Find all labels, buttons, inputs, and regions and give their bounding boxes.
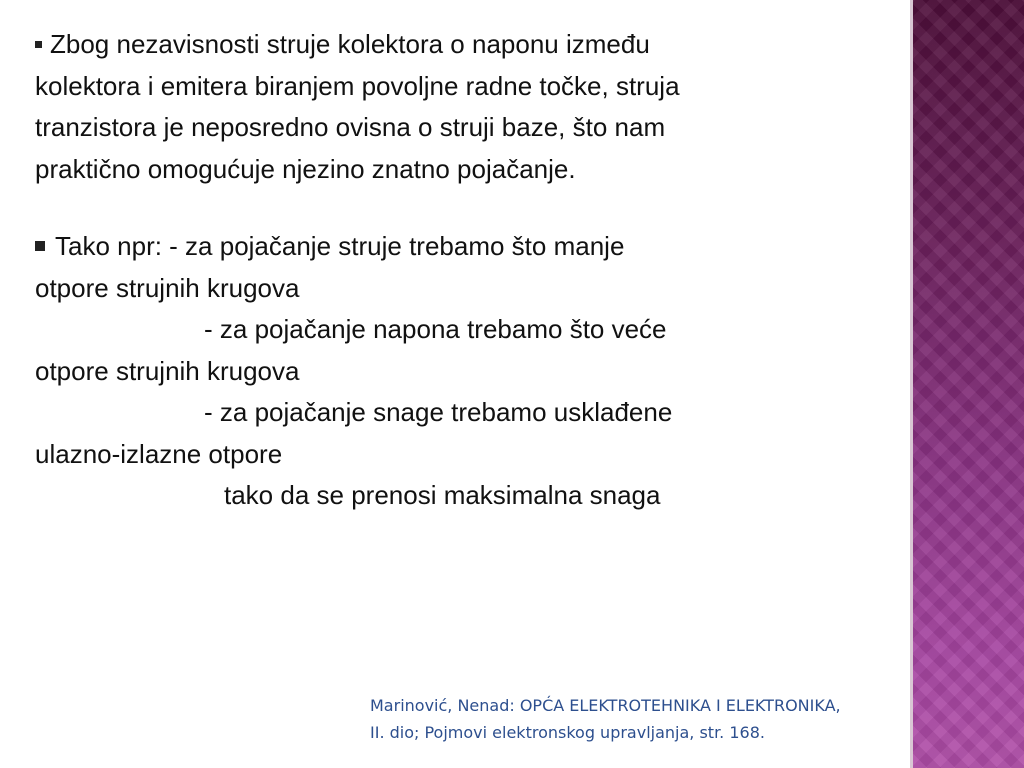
paragraph2-line-1: Tako npr: - za pojačanje struje trebamo što manje [55,231,625,261]
line-1 [35,29,650,59]
square-bullet-icon [35,41,42,48]
paragraph-gap [35,190,895,226]
paragraph1-line-4: praktično omogućuje njezino znatno pojačanje. [35,153,576,184]
decorative-side-band [913,0,1024,768]
paragraph1-line-1: Zbog nezavisnosti struje kolektora o naponu između [50,29,650,59]
paragraph2-line-4: otpore strujnih krugova [35,355,300,386]
slide-body [35,24,895,517]
paragraph-collector-current [35,24,895,190]
paragraph1-line-3: tranzistora je neposredno ovisna o struji baze, što nam [35,112,666,142]
paragraph2-line-6: ulazno-izlazne otpore [35,438,283,469]
citation-line-1: Marinović, Nenad: OPĆA ELEKTROTEHNIKA I ELEKTRONIKA, [370,696,841,715]
paragraph-amplification-examples [35,226,895,517]
line-1 [35,231,624,261]
paragraph1-line-2: kolektora i emitera biranjem povoljne radne točke, struja [35,70,680,101]
square-bullet-icon [35,241,45,251]
citation-line-2: II. dio; Pojmovi elektronskog upravljanja, str. 168. [370,723,765,742]
source-citation [370,692,905,746]
band-texture [913,0,1024,768]
paragraph2-line-7: tako da se prenosi maksimalna snaga [224,480,661,510]
paragraph2-line-3: - za pojačanje napona trebamo što veće [204,314,667,344]
paragraph2-line-5: - za pojačanje snage trebamo usklađene [204,397,673,427]
paragraph2-line-2: otpore strujnih krugova [35,272,300,303]
